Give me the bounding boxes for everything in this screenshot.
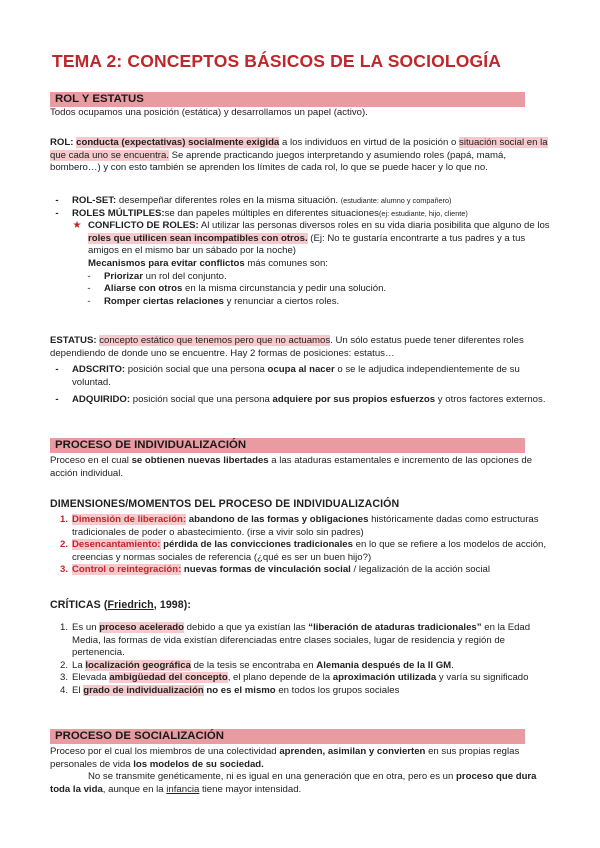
dimensiones-heading: DIMENSIONES/MOMENTOS DEL PROCESO DE INDIVIDUALIZACIÓN <box>50 498 400 510</box>
list-item <box>59 564 550 577</box>
adscrito-bold: ocupa al nacer <box>267 364 335 375</box>
dimension-bold: nuevas formas de vinculación social <box>181 564 351 576</box>
mech-bold: Romper ciertas relaciones <box>104 295 224 307</box>
indiv-def-2: a las ataduras estamentales e incremento de las opciones de acción individual. <box>50 455 533 479</box>
dimension-label: Control o reintegración: <box>72 564 182 576</box>
number-marker: 2. <box>59 539 68 551</box>
socializacion-text <box>50 746 550 771</box>
socializacion-text-2 <box>50 771 550 796</box>
dash-bullet: - <box>55 207 59 219</box>
social-p2b: proceso que dura toda la vida <box>50 771 537 795</box>
star-icon: ★ <box>72 220 82 232</box>
critica-text: . <box>451 659 454 671</box>
critica-bold: no es el mismo <box>203 684 276 696</box>
critica-text: El <box>72 684 84 696</box>
section-header-socializacion: PROCESO DE SOCIALIZACIÓN <box>50 729 525 744</box>
estatus-definition <box>50 335 550 360</box>
criticas-title: CRÍTICAS ( <box>50 599 108 611</box>
mecanismos-label: Mecanismos para evitar conflictos <box>88 257 245 269</box>
section-header-individualizacion: PROCESO DE INDIVIDUALIZACIÓN <box>50 438 525 453</box>
individualizacion-definition <box>50 455 550 480</box>
critica-text: en la Edad Media, las formas de vida existían diferenciadas entre clases sociales, lugar de residencia y región de pertenencia. <box>72 622 531 659</box>
rol-def-rest: Se aprende practicando juegos interpretando y asumiendo roles (papá, mamá, bombero…) y con esto también se aprenden los límites de cada rol, lo que se puede hacer y lo que no. <box>50 149 507 174</box>
list-item <box>59 539 550 564</box>
dash-bullet: - <box>55 394 59 406</box>
dimension-text: / legalización de la acción social <box>350 564 491 576</box>
mech-text: y renunciar a ciertos roles. <box>223 295 340 307</box>
critica-bold: “liberación de ataduras tradicionales” <box>308 622 482 633</box>
roles-multiples-example: (ej: estudiante, hijo, cliente) <box>378 208 468 218</box>
critica-text: y varía su significado <box>436 672 529 684</box>
dimension-label: Desencantamiento: <box>72 539 161 551</box>
number-marker: 4. <box>59 684 68 696</box>
number-marker: 1. <box>59 622 68 633</box>
rolset-example: (estudiante: alumno y compañero) <box>340 196 452 205</box>
number-marker: 2. <box>59 659 68 671</box>
rol-highlight-2: situación social en la que cada uno se encuentra. <box>50 137 548 161</box>
adscrito-text-2: o se le adjudica independientemente de su voluntad. <box>72 364 520 388</box>
roles-multiples-text: se dan papeles múltiples en diferentes situaciones <box>164 207 379 219</box>
rolset-text: desempeñar diferentes roles en la misma situación. <box>116 195 341 206</box>
dimension-bold: pérdida de las convicciones tradicionales <box>160 539 353 551</box>
critica-text: en todos los grupos sociales <box>275 684 400 696</box>
list-item <box>59 672 550 685</box>
rol-highlight: conducta (expectativas) socialmente exigida <box>76 137 280 148</box>
estatus-definition-text <box>50 335 550 360</box>
mecanismos-rest: más comunes son: <box>244 257 328 269</box>
mecanismos-heading <box>88 258 550 271</box>
indiv-def-bold: se obtienen nuevas libertades <box>131 455 269 466</box>
dimensiones-list <box>59 514 550 577</box>
conflicto-highlight: roles que utilicen sean incompatibles con otros. <box>88 232 308 244</box>
number-marker: 3. <box>59 672 68 684</box>
list-item <box>55 394 550 407</box>
dash-bullet: - <box>87 283 91 295</box>
social-def-bold-2: los modelos de su sociedad. <box>133 758 264 770</box>
list-item <box>72 220 550 308</box>
rol-definition <box>50 137 550 175</box>
estatus-types-list <box>55 364 550 407</box>
list-item <box>59 659 550 673</box>
criticas-author: Friedrich <box>107 599 154 611</box>
critica-text: Elevada <box>72 672 110 684</box>
social-def-2: en sus propias reglas personales de vida <box>50 746 520 770</box>
critica-highlight: ambigüedad del concepto <box>109 672 228 684</box>
adquirido-text: posición social que una persona <box>130 394 273 406</box>
critica-text: Es un <box>72 622 100 633</box>
mech-bold: Aliarse con otros <box>104 283 183 295</box>
dash-bullet: - <box>55 364 59 375</box>
number-marker: 1. <box>59 514 68 525</box>
list-item <box>55 364 550 389</box>
mech-bold: Priorizar <box>104 270 143 282</box>
list-item <box>55 195 550 208</box>
page-title: TEMA 2: CONCEPTOS BÁSICOS DE LA SOCIOLOGÍA <box>52 51 502 71</box>
conflicto-example: (Ej: No te gustaría encontrarte a tus padres y a tus amigos en el mismo bar un sábado por la noche) <box>88 232 526 257</box>
list-item <box>87 295 550 309</box>
rolset-label: ROL-SET: <box>72 195 117 206</box>
section-header-rol-estatus: ROL Y ESTATUS <box>50 92 525 107</box>
socializacion-definition <box>50 746 550 796</box>
rol-label: ROL: <box>50 137 74 148</box>
rol-types-list <box>55 195 550 308</box>
critica-highlight: proceso acelerado <box>99 622 184 633</box>
critica-text: debido a que ya existían las <box>184 622 309 633</box>
estatus-label: ESTATUS: <box>50 335 97 346</box>
list-item <box>87 270 550 284</box>
dimension-text: en lo que se refiere a los modelos de acción, creencias y normas sociales de referencia (¿qué es ser un buen hijo?) <box>72 539 547 563</box>
indiv-def-1: Proceso en el cual <box>50 455 132 466</box>
rol-intro: Todos ocupamos una posición (estática) y desarrollamos un papel (activo). <box>50 107 368 118</box>
list-item <box>59 514 550 539</box>
social-p2d: tiene mayor intensidad. <box>199 783 302 795</box>
social-def-bold: aprenden, asimilan y convierten <box>279 746 426 757</box>
rol-definition-text <box>50 137 550 175</box>
social-def-1: Proceso por el cual los miembros de una colectividad <box>50 746 280 757</box>
list-item <box>59 684 550 698</box>
conflicto-text: Al utilizar las personas diversos roles en su vida diaria posibilita que alguno de los <box>198 220 550 232</box>
conflicto-label: CONFLICTO DE ROLES: <box>88 220 199 232</box>
critica-bold: aproximación utilizada <box>332 672 437 684</box>
mech-text: un rol del conjunto. <box>142 270 227 282</box>
social-p2c: , aunque en la <box>102 783 167 795</box>
adscrito-label: ADSCRITO: <box>72 364 126 375</box>
critica-highlight: grado de individualización <box>83 684 204 696</box>
rol-intro-paragraph <box>50 107 550 120</box>
critica-highlight: localización geográfica <box>85 659 191 671</box>
dash-bullet: - <box>87 270 91 282</box>
adquirido-label: ADQUIRIDO: <box>72 394 131 406</box>
mecanismos-list <box>87 270 550 309</box>
rol-def-mid: a los individuos en virtud de la posición o <box>279 137 460 148</box>
critica-text: , el plano depende de la <box>227 672 333 684</box>
mech-text: en la misma circunstancia y pedir una solución. <box>182 283 387 295</box>
critica-bold: Alemania después de la II GM <box>316 659 452 671</box>
dimension-bold: abandono de las formas y obligaciones <box>186 514 369 525</box>
list-item <box>87 283 550 296</box>
dimension-text: históricamente dadas como estructuras tradicionales de poder o abastecimiento. (irse a vivir solo sin padres) <box>72 514 539 538</box>
adscrito-text: posición social que una persona <box>125 364 268 375</box>
number-marker: 3. <box>59 564 68 576</box>
list-item <box>59 622 550 660</box>
criticas-year: , 1998): <box>153 599 192 611</box>
critica-text: La <box>72 659 86 671</box>
criticas-list <box>59 622 550 698</box>
adquirido-text-2: y otros factores externos. <box>435 394 546 406</box>
dash-bullet: - <box>55 195 59 206</box>
individualizacion-text <box>50 455 550 480</box>
social-p2u: infancia <box>166 783 200 795</box>
estatus-text: . Un sólo estatus puede tener diferentes roles dependiendo de donde uno se encuentre. Hay 2 formas de posiciones: estatus… <box>50 335 524 359</box>
criticas-heading <box>50 599 550 612</box>
dimension-label: Dimensión de liberación: <box>72 514 187 525</box>
dash-bullet: - <box>87 295 91 307</box>
adquirido-bold: adquiere por sus propios esfuerzos <box>272 394 436 406</box>
roles-multiples-label: ROLES MÚLTIPLES: <box>72 207 165 219</box>
critica-text: de la tesis se encontraba en <box>190 659 317 671</box>
estatus-highlight: concepto estático que tenemos pero que no actuamos <box>99 335 331 346</box>
social-p2a: No se transmite genéticamente, ni es igual en una generación que en otra, pero es un <box>88 771 456 783</box>
list-item <box>55 207 550 221</box>
